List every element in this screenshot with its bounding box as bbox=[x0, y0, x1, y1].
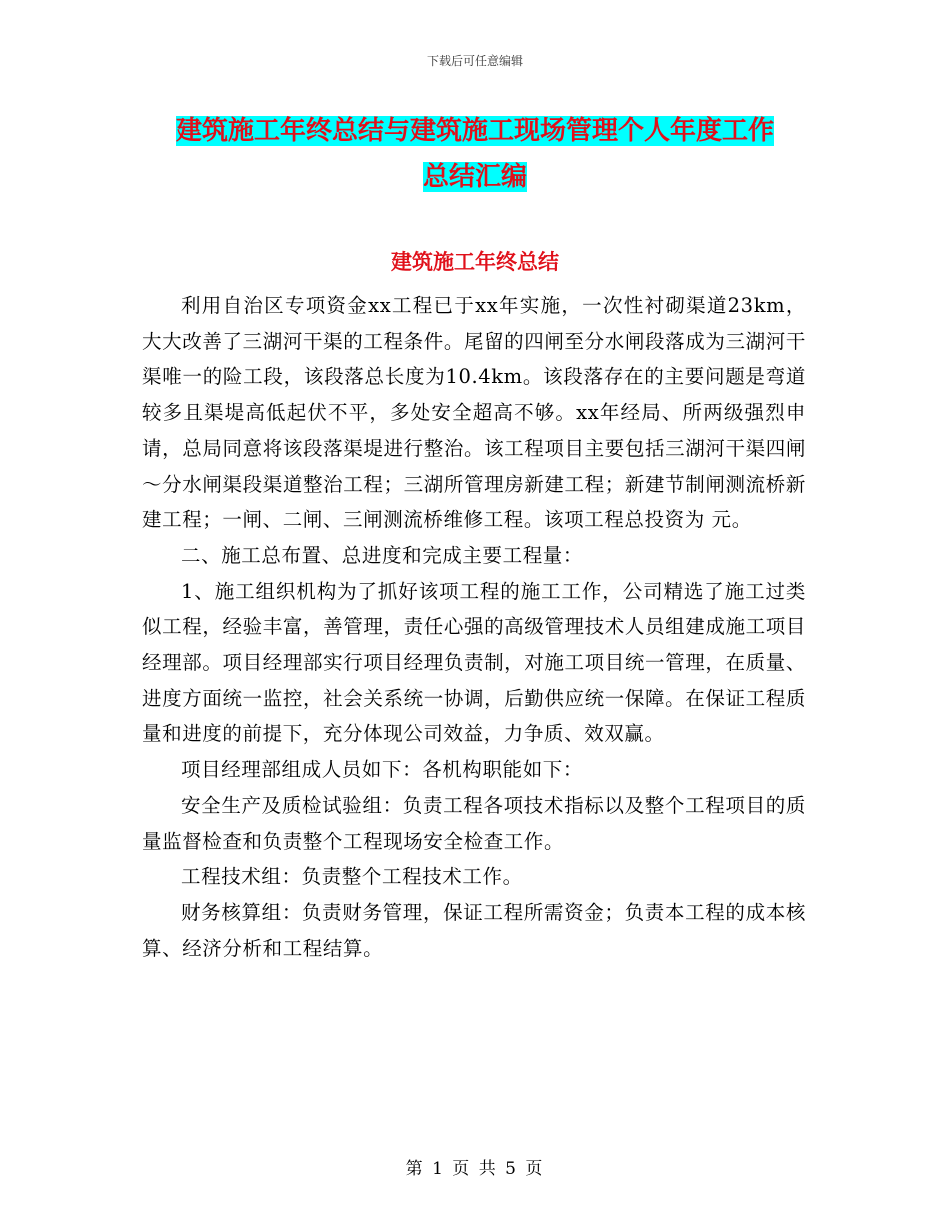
paragraph: 利用自治区专项资金xx工程已于xx年实施，一次性衬砌渠道23km，大大改善了三湖河干渠的工程条件。尾留的四闸至分水闸段落成为三湖河干渠唯一的险工段，该段落总长度为10.4km。该段落存在的主要问题是弯道较多且渠堤高低起伏不平，多处安全超高不够。xx年经局、所两级强烈申请，总局同意将该段落渠堤进行整治。该工程项目主要包括三湖河干渠四闸～分水闸渠段渠道整治工程；三湖所管理房新建工程；新建节制闸测流桥新建工程；一闸、二闸、三闸测流桥维修工程。该项工程总投资为 元。 bbox=[142, 294, 806, 532]
header-note: 下载后可任意编辑 bbox=[426, 54, 523, 68]
paragraph: 项目经理部组成人员如下：各机构职能如下： bbox=[181, 758, 584, 782]
document-title bbox=[140, 108, 810, 200]
document-title-line-2: 总结汇编 bbox=[422, 162, 527, 192]
paragraph: 1、施工组织机构为了抓好该项工程的施工工作，公司精选了施工过类似工程，经验丰富，善管理，责任心强的高级管理技术人员组建成施工项目经理部。项目经理部实行项目经理负责制，对施工项目统一管理，在质量、进度方面统一监控，社会关系统一协调，后勤供应统一保障。在保证工程质量和进度的前提下，充分体现公司效益，力争质、效双赢。 bbox=[142, 579, 806, 746]
paragraph: 工程技术组：负责整个工程技术工作。 bbox=[181, 865, 523, 889]
body-text bbox=[142, 288, 806, 966]
document-title-line-1: 建筑施工年终总结与建筑施工现场管理个人年度工作 bbox=[175, 116, 774, 146]
paragraph: 二、施工总布置、总进度和完成主要工程量： bbox=[181, 543, 584, 567]
section-title: 建筑施工年终总结 bbox=[391, 250, 559, 274]
paragraph: 安全生产及质检试验组：负责工程各项技术指标以及整个工程项目的质量监督检查和负责整个工程现场安全检查工作。 bbox=[142, 793, 806, 853]
paragraph: 财务核算组：负责财务管理，保证工程所需资金；负责本工程的成本核算、经济分析和工程结算。 bbox=[142, 900, 806, 960]
page-number: 第 1 页 共 5 页 bbox=[405, 1159, 545, 1179]
